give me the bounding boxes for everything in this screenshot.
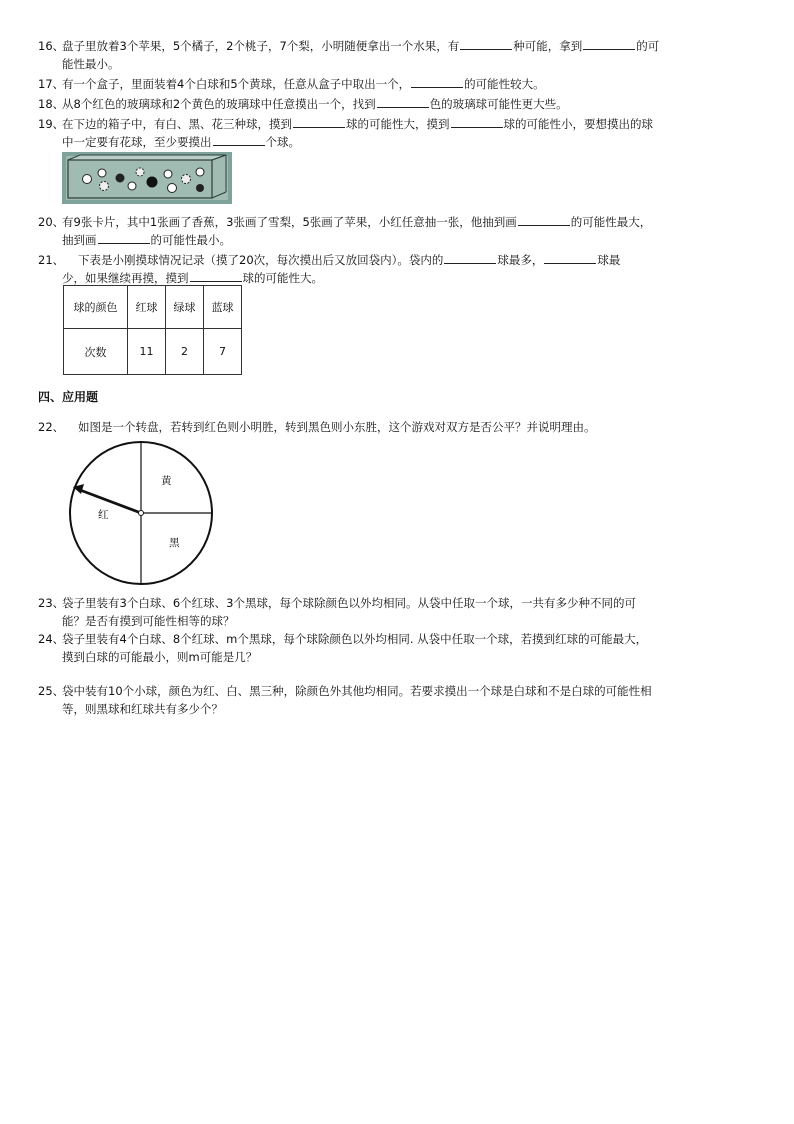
question-text: 中一定要有花球，至少要摸出 [62, 135, 212, 149]
question-text: 少，如果继续再摸，摸到 [62, 271, 189, 285]
question-number: 23、 [38, 596, 65, 610]
sector-label-yellow: 黄 [161, 475, 172, 487]
question-number: 20、 [38, 215, 65, 229]
answer-blank[interactable] [411, 75, 463, 88]
question-text: 在下边的箱子中，有白、黑、花三种球，摸到 [62, 117, 292, 131]
sector-label-black: 黑 [169, 537, 180, 549]
question-text: 个球。 [265, 135, 300, 149]
question-22 [38, 418, 738, 436]
question-text: 球的可能性大。 [242, 271, 323, 285]
question-text: 球最 [597, 253, 621, 267]
sector-label-red: 红 [98, 509, 109, 521]
table-row [64, 329, 242, 375]
question-17 [38, 75, 738, 93]
answer-blank[interactable] [583, 37, 635, 50]
question-18 [38, 95, 738, 113]
question-text: 下表是小刚摸球情况记录（摸了20次，每次摸出后又放回袋内）。袋内的 [78, 253, 444, 267]
table-header-cell: 蓝球 [204, 286, 242, 329]
question-21 [38, 251, 738, 287]
answer-blank[interactable] [213, 133, 265, 146]
answer-blank[interactable] [451, 115, 503, 128]
question-text-continued: 等，则黑球和红球共有多少个？ [62, 702, 223, 716]
question-text: 的可能性最小。 [150, 233, 231, 247]
question-text: 盘子里放着3个苹果，5个橘子，2个桃子，7个梨，小明随便拿出一个水果，有 [62, 39, 460, 53]
answer-blank[interactable] [518, 213, 570, 226]
ball-box-image [62, 152, 232, 204]
question-text: 种可能，拿到 [513, 39, 583, 53]
question-20 [38, 213, 738, 249]
question-text: 球的可能性小，要想摸出的球 [503, 117, 653, 131]
table-cell: 次数 [64, 329, 128, 375]
question-16 [38, 37, 738, 73]
question-19 [38, 115, 738, 151]
table-header-cell: 红球 [128, 286, 166, 329]
question-text: 的可能性最大， [570, 215, 652, 229]
question-text: 袋子里装有4个白球、8个红球、m个黑球，每个球除颜色以外均相同. 从袋中任取一个球，若摸到红球的可能最大， [62, 632, 648, 646]
table-cell: 11 [128, 329, 166, 375]
question-text: 袋中装有10个小球，颜色为红、白、黑三种，除颜色外其他均相同。若要求摸出一个球是白球和不是白球的可能性相 [62, 684, 652, 698]
section-heading: 四、应用题 [38, 390, 99, 404]
ball-record-table [63, 285, 242, 375]
table-header-row [64, 286, 242, 329]
spinner-center [139, 511, 144, 516]
answer-blank[interactable] [460, 37, 512, 50]
question-number: 17、 [38, 77, 65, 91]
question-25 [38, 682, 738, 718]
question-number: 24、 [38, 632, 65, 646]
question-number: 19、 [38, 117, 65, 131]
question-text-continued [38, 133, 738, 151]
answer-blank[interactable] [377, 95, 429, 108]
table-cell: 2 [166, 329, 204, 375]
answer-blank[interactable] [293, 115, 345, 128]
question-text-continued [38, 231, 738, 249]
answer-blank[interactable] [190, 269, 242, 282]
question-number: 21、 [38, 253, 65, 267]
question-text: 球最多， [497, 253, 544, 267]
question-number: 25、 [38, 684, 65, 698]
question-text: 有一个盒子，里面装着4个白球和5个黄球，任意从盒子中取出一个， [62, 77, 411, 91]
table-header-cell: 球的颜色 [64, 286, 128, 329]
question-text: 的可能性较大。 [464, 77, 545, 91]
question-text: 从8个红色的玻璃球和2个黄色的玻璃球中任意摸出一个，找到 [62, 97, 376, 111]
question-text: 色的玻璃球可能性更大些。 [429, 97, 568, 111]
table-cell: 7 [204, 329, 242, 375]
table-header-cell: 绿球 [166, 286, 204, 329]
question-text-continued: 能性最小。 [62, 57, 120, 71]
question-text: 有9张卡片，其中1张画了香蕉，3张画了雪梨，5张画了苹果，小红任意抽一张，他抽到画 [62, 215, 517, 229]
question-24 [38, 630, 738, 666]
question-text: 的可 [636, 39, 660, 53]
question-number: 18、 [38, 97, 65, 111]
answer-blank[interactable] [98, 231, 150, 244]
spinner-wheel [68, 440, 214, 586]
answer-blank[interactable] [444, 251, 496, 264]
question-text: 抽到画 [62, 233, 97, 247]
question-text: 袋子里装有3个白球、6个红球、3个黑球，每个球除颜色以外均相同。从袋中任取一个球，一共有多少种不同的可 [62, 596, 636, 610]
question-text-continued: 摸到白球的可能最小，则m可能是几？ [62, 650, 258, 664]
question-text: 如图是一个转盘，若转到红色则小明胜，转到黑色则小东胜，这个游戏对双方是否公平？并说明理由。 [78, 420, 596, 434]
question-text: 球的可能性大，摸到 [346, 117, 450, 131]
question-number: 16、 [38, 39, 65, 53]
question-23 [38, 594, 738, 630]
question-text-continued: 能？是否有摸到可能性相等的球？ [62, 614, 235, 628]
answer-blank[interactable] [544, 251, 596, 264]
question-number: 22、 [38, 420, 65, 434]
